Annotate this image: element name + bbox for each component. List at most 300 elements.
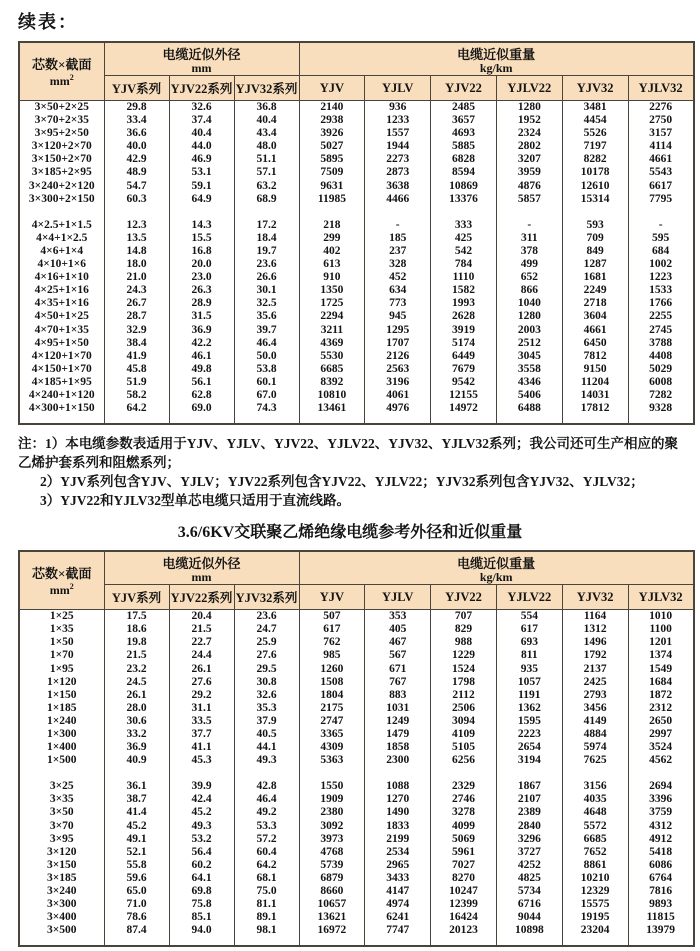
table-row [19,872,694,885]
value-cell: 613 [299,258,365,271]
value-cell: 13376 [431,193,497,206]
value-cell: 41.1 [169,741,234,754]
value-cell: 42.2 [169,337,234,350]
value-cell: 945 [365,310,431,323]
value-cell: 1191 [496,689,562,702]
value-cell: 11985 [299,193,365,206]
value-cell: 1872 [628,689,694,702]
note-line-2: 2）YJV系列包含YJV、YJLV；YJV22系列包含YJV22、YJLV22；YJV32系列包含YJV32、YJLV32； [40,474,644,490]
value-cell: 44.1 [234,741,299,754]
value-cell: 57.1 [234,166,299,179]
value-cell: 31.1 [169,702,234,715]
table-row [19,623,694,636]
value-cell: 50.0 [234,350,299,363]
table-row [19,780,694,793]
value-cell: 36.9 [169,324,234,337]
value-cell: 7652 [562,846,628,859]
col-header-yjv32: YJV32 [562,585,628,610]
value-cell: 32.6 [169,101,234,115]
value-cell: 3296 [496,833,562,846]
value-cell: 2938 [299,114,365,127]
value-cell: 4884 [562,728,628,741]
value-cell: 53.8 [234,363,299,376]
value-cell: 402 [299,245,365,258]
value-cell: 467 [365,636,431,649]
value-cell: 29.2 [169,689,234,702]
value-cell: 4693 [431,127,497,140]
table-row [19,101,694,115]
value-cell: 78.6 [104,911,169,924]
col-header-yjv32: YJV32 [562,76,628,101]
value-cell: 784 [431,258,497,271]
value-cell: 28.9 [169,297,234,310]
row-label-cell: 3×120+2×70 [19,140,104,153]
row-label-cell: 4×25+1×16 [19,284,104,297]
value-cell: 63.2 [234,180,299,193]
value-cell: 9150 [562,363,628,376]
col-header-yjv22-series: YJV22系列 [169,76,234,101]
value-cell: 2140 [299,101,365,115]
empty-cell [19,937,104,946]
row-label-cell: 4×35+1×16 [19,297,104,310]
row-label-cell: 3×50 [19,806,104,819]
value-cell: 2175 [299,702,365,715]
core-section-label: 芯数×截面 [32,57,92,72]
row-label-cell: 3×70 [19,820,104,833]
value-cell: 2506 [431,702,497,715]
empty-cell [299,937,365,946]
value-cell: 684 [628,245,694,258]
value-cell: 9328 [628,402,694,415]
value-cell: 4147 [365,885,431,898]
value-cell: 4369 [299,337,365,350]
value-cell: 2747 [299,715,365,728]
value-cell: 2840 [496,820,562,833]
value-cell: 3558 [496,363,562,376]
value-cell: 936 [365,101,431,115]
empty-cell [628,415,694,424]
value-cell: 4114 [628,140,694,153]
value-cell: 36.6 [104,127,169,140]
value-cell: 4974 [365,898,431,911]
value-cell: 452 [365,271,431,284]
value-cell: 19.7 [234,245,299,258]
value-cell: 62.8 [169,389,234,402]
table-row [19,180,694,193]
value-cell: 6086 [628,859,694,872]
value-cell: 4976 [365,402,431,415]
empty-cell [104,415,169,424]
value-cell: 4309 [299,741,365,754]
value-cell: 26.1 [104,689,169,702]
value-cell: 2300 [365,754,431,767]
table-row [19,402,694,415]
value-cell: 4061 [365,389,431,402]
col-header-yjlv: YJLV [365,76,431,101]
row-label-cell: 4×2.5+1×1.5 [19,219,104,232]
core-section-label: 芯数×截面 [32,566,92,582]
value-cell: 6685 [562,833,628,846]
value-cell: 46.9 [169,153,234,166]
value-cell: 18.0 [104,258,169,271]
value-cell: 1031 [365,702,431,715]
value-cell: 1295 [365,324,431,337]
value-cell: 2718 [562,297,628,310]
value-cell: 32.5 [234,297,299,310]
value-cell: - [365,219,431,232]
value-cell: 30.8 [234,676,299,689]
value-cell: 18.4 [234,232,299,245]
empty-cell [104,767,169,780]
value-cell: 22.7 [169,636,234,649]
row-label-cell: 3×300+2×150 [19,193,104,206]
value-cell: 1549 [628,663,694,676]
note-line-1: 注：1）本电缆参数表适用于YJV、YJLV、YJV22、YJLV22、YJV32、YJLV32系列；我公司还可生产相应的聚乙烯护套系列和阻燃系列； [18,436,679,471]
value-cell: 2380 [299,806,365,819]
value-cell: 2199 [365,833,431,846]
value-cell: 1867 [496,780,562,793]
value-cell: 3157 [628,127,694,140]
value-cell: 4149 [562,715,628,728]
empty-cell [365,206,431,219]
value-cell: 1952 [496,114,562,127]
value-cell: 2003 [496,324,562,337]
table-row [19,754,694,767]
value-cell: 9631 [299,180,365,193]
value-cell: 98.1 [234,924,299,937]
value-cell: 7816 [628,885,694,898]
value-cell: 49.1 [104,833,169,846]
value-cell: 4312 [628,820,694,833]
table-row [19,676,694,689]
value-cell: 866 [496,284,562,297]
table-row [19,258,694,271]
value-cell: 15.5 [169,232,234,245]
value-cell: 652 [496,271,562,284]
row-label-cell: 1×300 [19,728,104,741]
value-cell: 3481 [562,101,628,115]
value-cell: 1164 [562,610,628,624]
value-cell: 499 [496,258,562,271]
col-header-yjlv: YJLV [365,585,431,610]
value-cell: 36.1 [104,780,169,793]
value-cell: 42.8 [234,780,299,793]
value-cell: 5418 [628,846,694,859]
value-cell: 2534 [365,846,431,859]
table-row [19,911,694,924]
row-label-cell: 1×400 [19,741,104,754]
value-cell: 7679 [431,363,497,376]
value-cell: 24.3 [104,284,169,297]
value-cell: 9893 [628,898,694,911]
value-cell: 5105 [431,741,497,754]
value-cell: 27.6 [234,649,299,662]
col-header-yjv: YJV [299,585,365,610]
value-cell: 333 [431,219,497,232]
value-cell: 299 [299,232,365,245]
value-cell: 8392 [299,376,365,389]
table-row [19,363,694,376]
value-cell: 1040 [496,297,562,310]
value-cell: 218 [299,219,365,232]
value-cell: 56.4 [169,846,234,859]
value-cell: 21.5 [169,623,234,636]
empty-cell [496,767,562,780]
value-cell: 37.7 [169,728,234,741]
value-cell: 1833 [365,820,431,833]
value-cell: 2223 [496,728,562,741]
value-cell: 883 [365,689,431,702]
table-row [19,324,694,337]
value-cell: 38.4 [104,337,169,350]
value-cell: 1260 [299,663,365,676]
value-cell: 2329 [431,780,497,793]
value-cell: 36.8 [234,101,299,115]
value-cell: 15314 [562,193,628,206]
value-cell: 74.3 [234,402,299,415]
value-cell: 8282 [562,153,628,166]
value-cell: 2802 [496,140,562,153]
value-cell: 4661 [628,153,694,166]
col-header-outer-diameter-group: 电缆近似外径 mm [104,551,299,585]
value-cell: 2746 [431,793,497,806]
value-cell: 49.3 [169,820,234,833]
value-cell: 1533 [628,284,694,297]
value-cell: 33.4 [104,114,169,127]
table-row [19,846,694,859]
value-cell: 49.8 [169,363,234,376]
value-cell: 910 [299,271,365,284]
table-header [19,551,694,610]
value-cell: 671 [365,663,431,676]
value-cell: 17812 [562,402,628,415]
value-cell: - [496,219,562,232]
value-cell: 59.1 [169,180,234,193]
value-cell: 26.7 [104,297,169,310]
continued-table-label: 续表： [18,12,78,32]
value-cell: 32.9 [104,324,169,337]
value-cell: 36.9 [104,741,169,754]
value-cell: 1110 [431,271,497,284]
empty-cell [299,415,365,424]
value-cell: 2793 [562,689,628,702]
value-cell: 1223 [628,271,694,284]
col-header-yjlv22: YJLV22 [496,76,562,101]
value-cell: 64.1 [169,872,234,885]
value-cell: 2425 [562,676,628,689]
table-row [19,820,694,833]
row-label-cell: 3×25 [19,780,104,793]
value-cell: 5734 [496,885,562,898]
value-cell: 60.4 [234,846,299,859]
table-row [19,924,694,937]
value-cell: 1524 [431,663,497,676]
table-row [19,793,694,806]
value-cell: 9542 [431,376,497,389]
row-label-cell: 3×35 [19,793,104,806]
value-cell: 1993 [431,297,497,310]
value-cell: 1312 [562,623,628,636]
value-cell: 3524 [628,741,694,754]
row-label-cell: 3×300 [19,898,104,911]
value-cell: 985 [299,649,365,662]
value-cell: 14.3 [169,219,234,232]
value-cell: 3365 [299,728,365,741]
value-cell: 51.1 [234,153,299,166]
table-row [19,245,694,258]
value-cell: 3396 [628,793,694,806]
header-group-row [19,42,694,76]
value-cell: 4408 [628,350,694,363]
value-cell: 1582 [431,284,497,297]
value-cell: 59.6 [104,872,169,885]
value-cell: 5961 [431,846,497,859]
col-header-yjv: YJV [299,76,365,101]
value-cell: 23.0 [169,271,234,284]
value-cell: 53.3 [234,820,299,833]
gap-row [19,767,694,780]
value-cell: 26.1 [169,663,234,676]
row-label-cell: 4×240+1×120 [19,389,104,402]
value-cell: 6449 [431,350,497,363]
value-cell: 23.6 [234,258,299,271]
value-cell: 3156 [562,780,628,793]
value-cell: 4825 [496,872,562,885]
value-cell: 2112 [431,689,497,702]
table-row [19,859,694,872]
value-cell: 11204 [562,376,628,389]
value-cell: 40.9 [104,754,169,767]
row-label-cell: 4×95+1×50 [19,337,104,350]
value-cell: 14031 [562,389,628,402]
table-row [19,166,694,179]
value-cell: 7509 [299,166,365,179]
header-sub-row [19,585,694,610]
table-row [19,297,694,310]
value-cell: 8660 [299,885,365,898]
value-cell: 1804 [299,689,365,702]
value-cell: 23.2 [104,663,169,676]
value-cell: 3959 [496,166,562,179]
table-row [19,702,694,715]
value-cell: 45.8 [104,363,169,376]
row-label-cell: 1×500 [19,754,104,767]
value-cell: 60.1 [234,376,299,389]
value-cell: 20.4 [169,610,234,624]
value-cell: 24.4 [169,649,234,662]
row-label-cell: 1×185 [19,702,104,715]
value-cell: 1280 [496,101,562,115]
value-cell: 2137 [562,663,628,676]
value-cell: 48.0 [234,140,299,153]
note-line-3: 3）YJV22和YJLV32型单芯电缆只适用于直流线路。 [40,493,351,509]
table-row [19,271,694,284]
value-cell: 23204 [562,924,628,937]
empty-cell [496,206,562,219]
table-row [19,715,694,728]
value-cell: 2389 [496,806,562,819]
row-label-cell: 3×500 [19,924,104,937]
value-cell: 405 [365,623,431,636]
value-cell: 4035 [562,793,628,806]
value-cell: 1287 [562,258,628,271]
value-cell: 5974 [562,741,628,754]
value-cell: 26.3 [169,284,234,297]
row-label-cell: 3×240+2×120 [19,180,104,193]
value-cell: 1057 [496,676,562,689]
empty-cell [628,206,694,219]
empty-cell [104,206,169,219]
header-sub-row [19,76,694,101]
value-cell: 41.9 [104,350,169,363]
value-cell: 10898 [496,924,562,937]
value-cell: 6008 [628,376,694,389]
value-cell: 634 [365,284,431,297]
value-cell: 1858 [365,741,431,754]
value-cell: 6450 [562,337,628,350]
value-cell: 2628 [431,310,497,323]
row-label-cell: 1×95 [19,663,104,676]
value-cell: 1557 [365,127,431,140]
value-cell: 13621 [299,911,365,924]
value-cell: 7282 [628,389,694,402]
value-cell: 1496 [562,636,628,649]
header-group-row [19,551,694,585]
value-cell: 4648 [562,806,628,819]
value-cell: 2873 [365,166,431,179]
value-cell: 935 [496,663,562,676]
value-cell: 40.4 [169,127,234,140]
value-cell: 595 [628,232,694,245]
value-cell: 2324 [496,127,562,140]
value-cell: 4252 [496,859,562,872]
value-cell: 15575 [562,898,628,911]
value-cell: 5543 [628,166,694,179]
value-cell: 52.1 [104,846,169,859]
empty-cell [562,767,628,780]
empty-cell [19,415,104,424]
value-cell: 988 [431,636,497,649]
table-row [19,284,694,297]
col-header-yjv22-series: YJV22系列 [169,585,234,610]
value-cell: 54.7 [104,180,169,193]
table-row [19,232,694,245]
empty-cell [365,415,431,424]
value-cell: 44.0 [169,140,234,153]
value-cell: 3196 [365,376,431,389]
value-cell: 24.7 [234,623,299,636]
value-cell: 16972 [299,924,365,937]
row-label-cell: 1×240 [19,715,104,728]
value-cell: 45.2 [169,806,234,819]
row-label-cell: 1×70 [19,649,104,662]
table-row [19,389,694,402]
value-cell: 29.5 [234,663,299,676]
value-cell: 707 [431,610,497,624]
empty-cell [628,937,694,946]
value-cell: 773 [365,297,431,310]
row-label-cell: 4×300+1×150 [19,402,104,415]
value-cell: 10178 [562,166,628,179]
col-header-weight-group: 电缆近似重量 kg/km [299,551,694,585]
value-cell: 17.2 [234,219,299,232]
row-label-cell: 4×16+1×10 [19,271,104,284]
col-header-yjv22: YJV22 [431,585,497,610]
row-label-cell: 4×185+1×95 [19,376,104,389]
value-cell: 16.8 [169,245,234,258]
value-cell: 38.7 [104,793,169,806]
gap-row [19,206,694,219]
